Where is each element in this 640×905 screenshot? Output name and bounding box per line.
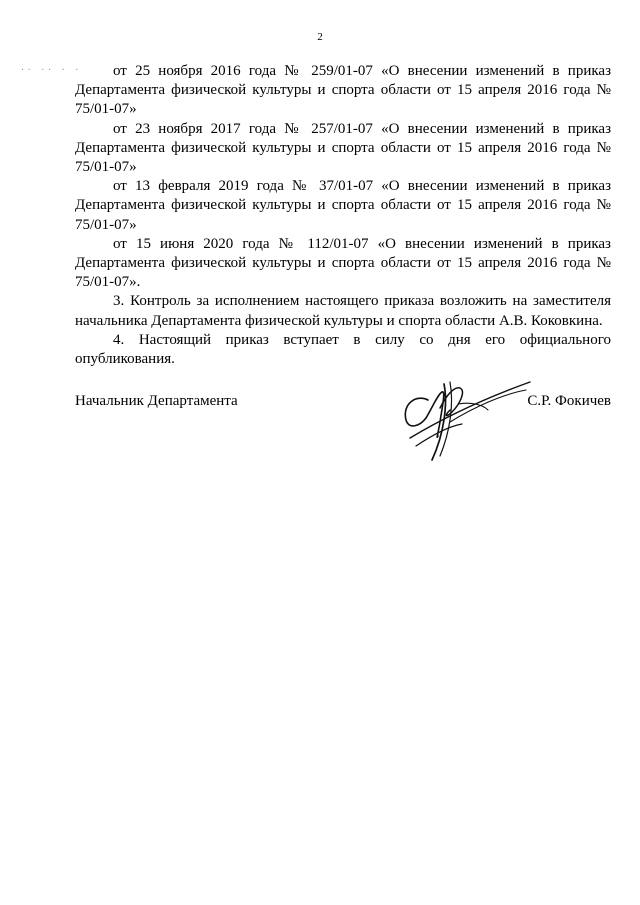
scan-marks: .. .. . . — [20, 64, 82, 73]
signatory-name: С.Р. Фокичев — [527, 393, 611, 409]
paragraph-amendment-2016: от 25 ноября 2016 года № 259/01-07 «О внесении изменений в приказ Департамента физической культуры и спорта области от 15 апреля 2016 года № 75/01-07» — [75, 63, 611, 118]
handwritten-signature — [380, 364, 540, 474]
paragraph-effective-clause: 4. Настоящий приказ вступает в силу со дня его официального опубликования. — [75, 331, 611, 368]
paragraph-control-clause: 3. Контроль за исполнением настоящего приказа возложить на заместителя начальника Департамента физической культуры и спорта области А.В. Коковкина. — [75, 293, 611, 329]
paragraph-amendment-2017: от 23 ноября 2017 года № 257/01-07 «О внесении изменений в приказ Департамента физической культуры и спорта области от 15 апреля 2016 года № 75/01-07» — [75, 120, 611, 176]
paragraph-amendment-2019: от 13 февраля 2019 года № 37/01-07 «О внесении изменений в приказ Департамента физической культуры и спорта области от 15 апреля 2016 года № 75/01-07» — [75, 178, 611, 233]
paragraph-amendment-2020: от 15 июня 2020 года № 112/01-07 «О внесении изменений в приказ Департамента физической культуры и спорта области от 15 апреля 2016 года № 75/01-07». — [75, 235, 611, 291]
page-number: 2 — [317, 31, 323, 43]
document-body — [75, 62, 611, 369]
signatory-title: Начальник Департамента — [75, 393, 238, 409]
